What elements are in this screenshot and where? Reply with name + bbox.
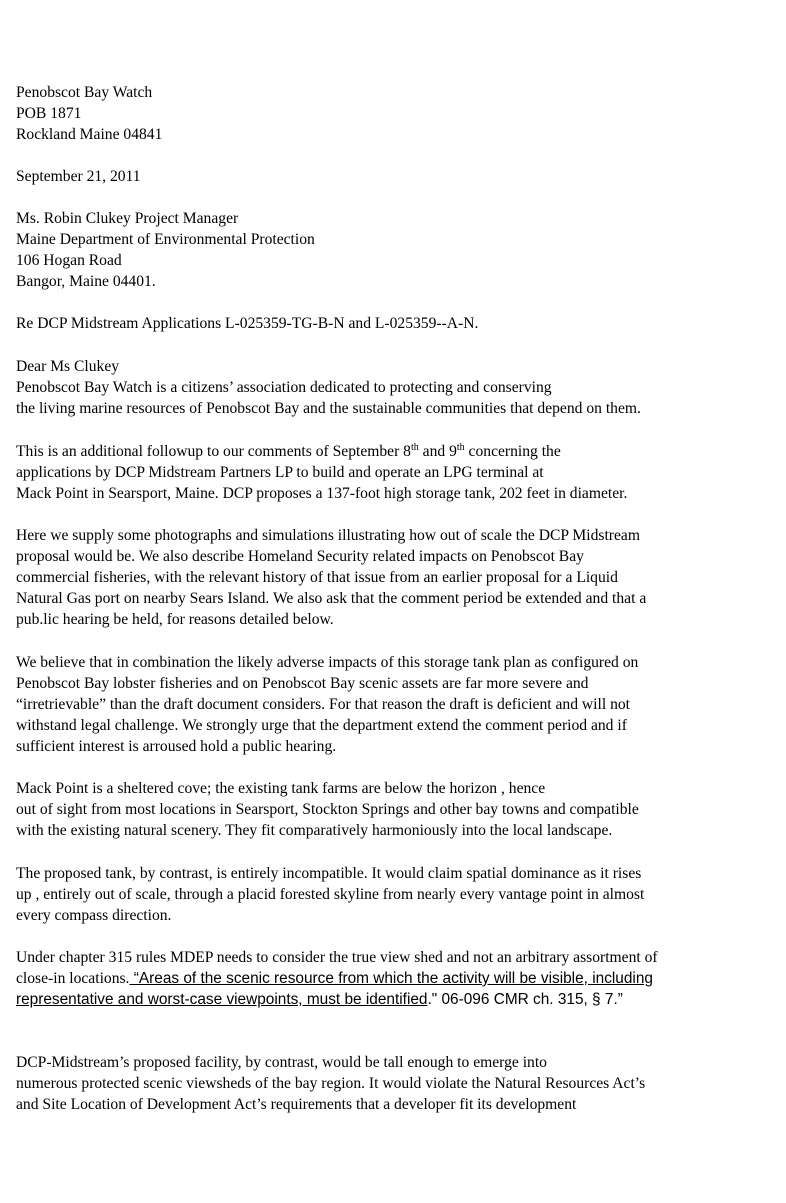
paragraph-impacts <box>16 652 781 757</box>
paragraph-line: commercial fisheries, with the relevant history of that issue from an earlier proposal for a Liquid <box>16 569 618 586</box>
subject-block <box>16 313 781 334</box>
salutation: Dear Ms Clukey <box>16 358 120 375</box>
letter-date-block <box>16 166 781 187</box>
paragraph-line: numerous protected scenic viewsheds of the bay region. It would violate the Natural Resources Act’s <box>16 1075 646 1092</box>
paragraph-line: pub.lic hearing be held, for reasons detailed below. <box>16 611 334 628</box>
paragraph-line: The proposed tank, by contrast, is entirely incompatible. It would claim spatial dominance as it rises <box>16 865 642 882</box>
paragraph-line <box>16 989 781 1010</box>
paragraph-line: and Site Location of Development Act’s requirements that a developer fit its development <box>16 1096 577 1113</box>
paragraph-followup <box>16 441 781 504</box>
paragraph-chapter-315 <box>16 947 781 1010</box>
rule-quote: “Areas of the scenic resource from which the activity will be visible, including <box>129 970 653 987</box>
recipient-city: Bangor, Maine 04401. <box>16 273 156 290</box>
paragraph-line: Under chapter 315 rules MDEP needs to consider the true view shed and not an arbitrary assortment of <box>16 949 658 966</box>
paragraph-line: out of sight from most locations in Searsport, Stockton Springs and other bay towns and compatible <box>16 801 639 818</box>
salutation-and-intro <box>16 356 781 419</box>
recipient-name: Ms. Robin Clukey Project Manager <box>16 210 239 227</box>
paragraph-line: Penobscot Bay lobster fisheries and on Penobscot Bay scenic assets are far more severe and <box>16 675 589 692</box>
paragraph-photographs <box>16 525 781 630</box>
paragraph-line: This is an additional followup to our comments of September 8th and 9th concerning the <box>16 442 561 460</box>
letter-date: September 21, 2011 <box>16 168 141 185</box>
paragraph-line: up , entirely out of scale, through a placid forested skyline from nearly every vantage point in almost <box>16 886 645 903</box>
paragraph-line: Mack Point in Searsport, Maine. DCP proposes a 137-foot high storage tank, 202 feet in diameter. <box>16 485 628 502</box>
paragraph-mack-point <box>16 778 781 841</box>
paragraph-line: We believe that in combination the likely adverse impacts of this storage tank plan as configured on <box>16 654 639 671</box>
paragraph-line: withstand legal challenge. We strongly urge that the department extend the comment period and if <box>16 717 627 734</box>
rule-quote: representative and worst-case viewpoints, must be identified <box>16 991 428 1008</box>
paragraph-viewsheds <box>16 1052 781 1115</box>
sender-name: Penobscot Bay Watch <box>16 84 153 101</box>
sender-city: Rockland Maine 04841 <box>16 126 163 143</box>
paragraph-line: DCP-Midstream’s proposed facility, by contrast, would be tall enough to emerge into <box>16 1054 547 1071</box>
paragraph-line: “irretrievable” than the draft document considers. For that reason the draft is deficient and will not <box>16 696 631 713</box>
paragraph-line: proposal would be. We also describe Homeland Security related impacts on Penobscot Bay <box>16 548 584 565</box>
intro-line: Penobscot Bay Watch is a citizens’ association dedicated to protecting and conserving <box>16 379 552 396</box>
paragraph-line: with the existing natural scenery. They fit comparatively harmoniously into the local landscape. <box>16 822 613 839</box>
paragraph-line: close-in locations. “Areas of the scenic resource from which the activity will be visible, including <box>16 970 653 987</box>
rule-citation: ." 06-096 CMR ch. 315, § 7.” <box>427 991 623 1008</box>
recipient-org: Maine Department of Environmental Protection <box>16 231 315 248</box>
intro-line: the living marine resources of Penobscot Bay and the sustainable communities that depend on them. <box>16 400 641 417</box>
paragraph-line: every compass direction. <box>16 907 172 924</box>
paragraph-line: sufficient interest is arroused hold a public hearing. <box>16 738 337 755</box>
subject-line: Re DCP Midstream Applications L-025359-TG-B-N and L-025359--A-N. <box>16 315 479 332</box>
paragraph-line: applications by DCP Midstream Partners LP to build and operate an LPG terminal at <box>16 464 544 481</box>
paragraph-line: Mack Point is a sheltered cove; the existing tank farms are below the horizon , hence <box>16 780 546 797</box>
paragraph-proposed-tank <box>16 863 781 926</box>
sender-address <box>16 82 781 145</box>
paragraph-line: Here we supply some photographs and simulations illustrating how out of scale the DCP Midstream <box>16 527 640 544</box>
paragraph-line: Natural Gas port on nearby Sears Island. We also ask that the comment period be extended and that a <box>16 590 647 607</box>
sender-pob: POB 1871 <box>16 105 82 122</box>
recipient-street: 106 Hogan Road <box>16 252 122 269</box>
recipient-address <box>16 208 781 292</box>
